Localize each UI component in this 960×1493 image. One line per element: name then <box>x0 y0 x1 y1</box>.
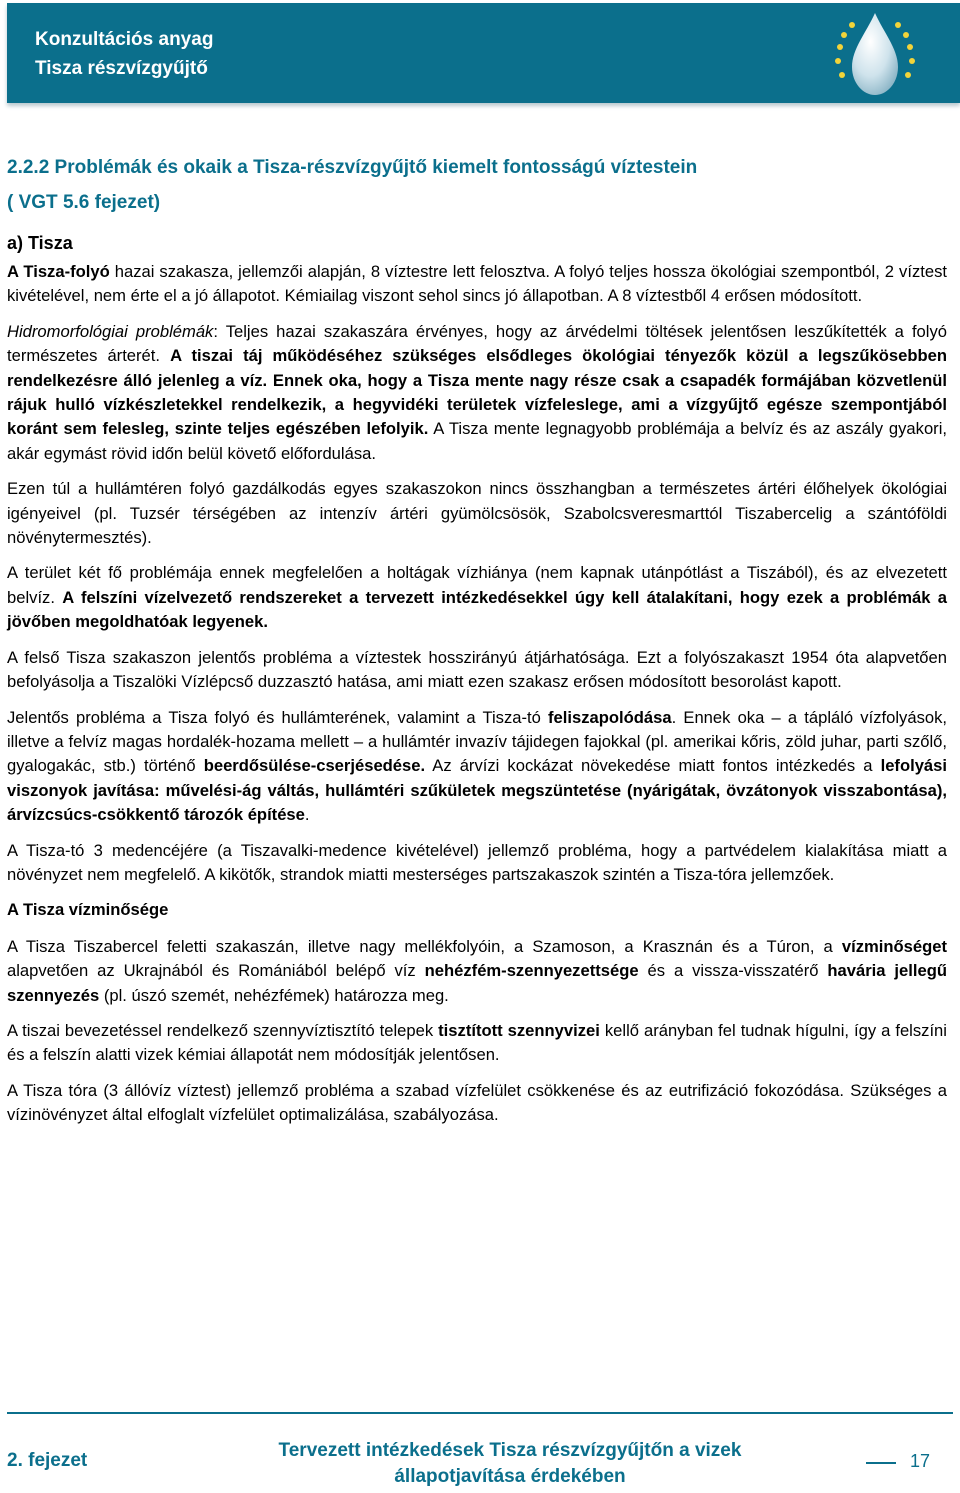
p9-text-1: A tiszai bevezetéssel rendelkező szennyvíztisztító telepek <box>7 1020 439 1040</box>
header-text <box>35 25 213 83</box>
section-heading-line-2: ( VGT 5.6 fejezet) <box>7 192 161 213</box>
p1-text: hazai szakasza, jellemzői alapján, 8 víztestre lett felosztva. A folyó teljes hossza ökológiai szempontból, 2 víztest kivételével, nem érte el a jó állapotot. Kémiailag viszont sehol sincs jó állapotban. A 8 víztestből 4 erősen módosított. <box>7 262 947 306</box>
water-quality-title: A Tisza vízminősége <box>7 900 169 920</box>
header-line-2: Tisza részvízgyűjtő <box>35 58 208 79</box>
p2-text-2: A Tisza mente legnagyobb problémája a belvíz és az aszály gyakori, akár egymást rövid időn belül követő előfordulása. <box>7 419 948 463</box>
p9-text-2: kellő arányban fel tudnak hígulni, így a felszíni és a felszín alatti vizek kémiai állapotát nem módosítják jelentősen. <box>7 1020 947 1065</box>
document-body <box>7 150 947 1139</box>
paragraph-6 <box>7 706 947 828</box>
section-heading <box>7 150 947 220</box>
water-drop-eu-stars-icon <box>820 7 930 99</box>
p8-text-3: és a vissza-visszatérő <box>638 961 828 981</box>
p4-text: A terület két fő problémája ennek megfelelően a holtágak vízhiánya (nem kapnak utánpótlást a Tiszából), és az elvezetett belvíz. <box>7 563 947 607</box>
p6-text-1: Jelentős probléma a Tisza folyó és hullámterének, valamint a Tisza-tó <box>7 707 549 727</box>
p8-text-1: A Tisza Tiszabercel feletti szakaszán, illetve nagy mellékfolyóin, a Szamoson, a Krasznán és a Túron, a <box>7 936 842 956</box>
paragraph-2 <box>7 320 947 466</box>
p6-bold-1: feliszapolódása <box>548 707 672 727</box>
footer-page-dash <box>866 1462 896 1464</box>
p6-bold-3: lefolyási viszonyok javítása: művelési-ág váltás, hullámtéri szűkületek megszüntetése (nyárigátak, övzátonyok visszabontása), árvízcsúcs-csökkentő tározók építése <box>7 756 947 825</box>
p4-bold: A felszíni vízelvezető rendszereket a tervezett intézkedésekkel úgy kell átalakítani, hogy ezek a problémák a jövőben megoldhatóak legyenek. <box>7 587 947 632</box>
footer-chapter: 2. fejezet <box>7 1450 88 1471</box>
page-header <box>7 3 960 103</box>
paragraph-1 <box>7 260 947 309</box>
p8-text-4: (pl. úszó szemét, nehézfémek) határozza meg. <box>99 985 449 1005</box>
footer-title-line-2: állapotjavítása érdekében <box>394 1466 626 1487</box>
footer-title <box>190 1438 830 1490</box>
paragraph-5: A felső Tisza szakaszon jelentős probléma a víztestek hosszirányú átjárhatósága. Ezt a folyószakaszt 1954 óta alapvetően befolyásolja a Tiszalöki Vízlépcső duzzasztó hatása, ami miatt ezen szakasz erősen módosított besorolást kapott. <box>7 647 947 692</box>
p8-bold-3: havária jellegű szennyezés <box>7 961 947 1005</box>
p1-bold: A Tisza-folyó <box>7 262 110 281</box>
p2-italic: Hidromorfológiai problémák <box>7 321 214 341</box>
footer-divider <box>7 1412 953 1414</box>
p6-text-3: Az árvízi kockázat növekedése miatt fontos intézkedés a <box>425 756 881 776</box>
footer-title-line-1: Tervezett intézkedések Tisza részvízgyűjtőn a vizek <box>278 1440 742 1461</box>
paragraph-9 <box>7 1019 947 1068</box>
page-number: 17 <box>909 1451 930 1471</box>
subsection-title: a) Tisza <box>7 233 73 253</box>
p9-bold: tisztított szennyvizei <box>438 1020 600 1040</box>
p8-text-2: alapvetően az Ukrajnából és Romániából belépő víz <box>7 961 425 981</box>
paragraph-10: A Tisza tóra (3 állóvíz víztest) jellemző probléma a szabad vízfelület csökkenése és az eutrifizáció fokozódása. Szükséges a vízinövényzet által elfoglalt vízfelület optimalizálása, szabályozása. <box>7 1080 947 1125</box>
header-line-1: Konzultációs anyag <box>35 29 214 50</box>
paragraph-8 <box>7 935 947 1008</box>
paragraph-3: Ezen túl a hullámtéren folyó gazdálkodás egyes szakaszokon nincs összhangban a természetes ártéri élőhelyek ökológiai igényeivel (pl. Tuzsér térségében az intenzív ártéri gyümölcsösök, Szabolcsveresmarttól Tiszabercelig a szántóföldi növénytermesztés). <box>7 479 947 548</box>
section-heading-line-1: 2.2.2 Problémák és okaik a Tisza-részvízgyűjtő kiemelt fontosságú víztestein <box>7 157 698 178</box>
p2-bold: A tiszai táj működéséhez szükséges elsődleges ökológiai tényezők közül a legszűkösebben rendelkezésre álló jelenleg a víz. Ennek oka, hogy a Tisza mente nagy része csak a csapadék formájában közvetlenül rájuk hulló vízkészletekkel rendelkezik, a hegyvidéki területek vízfeleslege, ami a vízgyűjtő egésze szempontjából koránt sem felesleg, szinte teljes egészében lefolyik. <box>7 346 947 439</box>
paragraph-7: A Tisza-tó 3 medencéjére (a Tiszavalki-medence kivételével) jellemző probléma, hogy a partvédelem kialakítása miatt a növényzet nem megfelelő. A kikötők, strandok miatti mesterséges partszakaszok szintén a Tisza-tóra jellemzőek. <box>7 840 947 884</box>
p6-text-2: . Ennek oka – a tápláló vízfolyások, illetve a felvíz magas hordalék-hozama mellett – a hullámtér invazív tájidegen fajokkal (pl. amerikai kőris, zöld juhar, parti szőlő, gyalogakác, stb.) történő <box>7 707 947 776</box>
p8-bold-1: vízminőséget <box>841 936 947 956</box>
p8-bold-2: nehézfém-szennyezettsége <box>424 961 639 981</box>
p6-bold-2: beerdősülése-cserjésedése. <box>203 756 426 776</box>
p6-text-4: . <box>304 805 310 825</box>
paragraph-4 <box>7 561 947 634</box>
p2-text-1: : Teljes hazai szakaszára érvényes, hogy az árvédelmi töltések jelentősen leszűkítették a folyó természetes árterét. <box>7 321 947 366</box>
